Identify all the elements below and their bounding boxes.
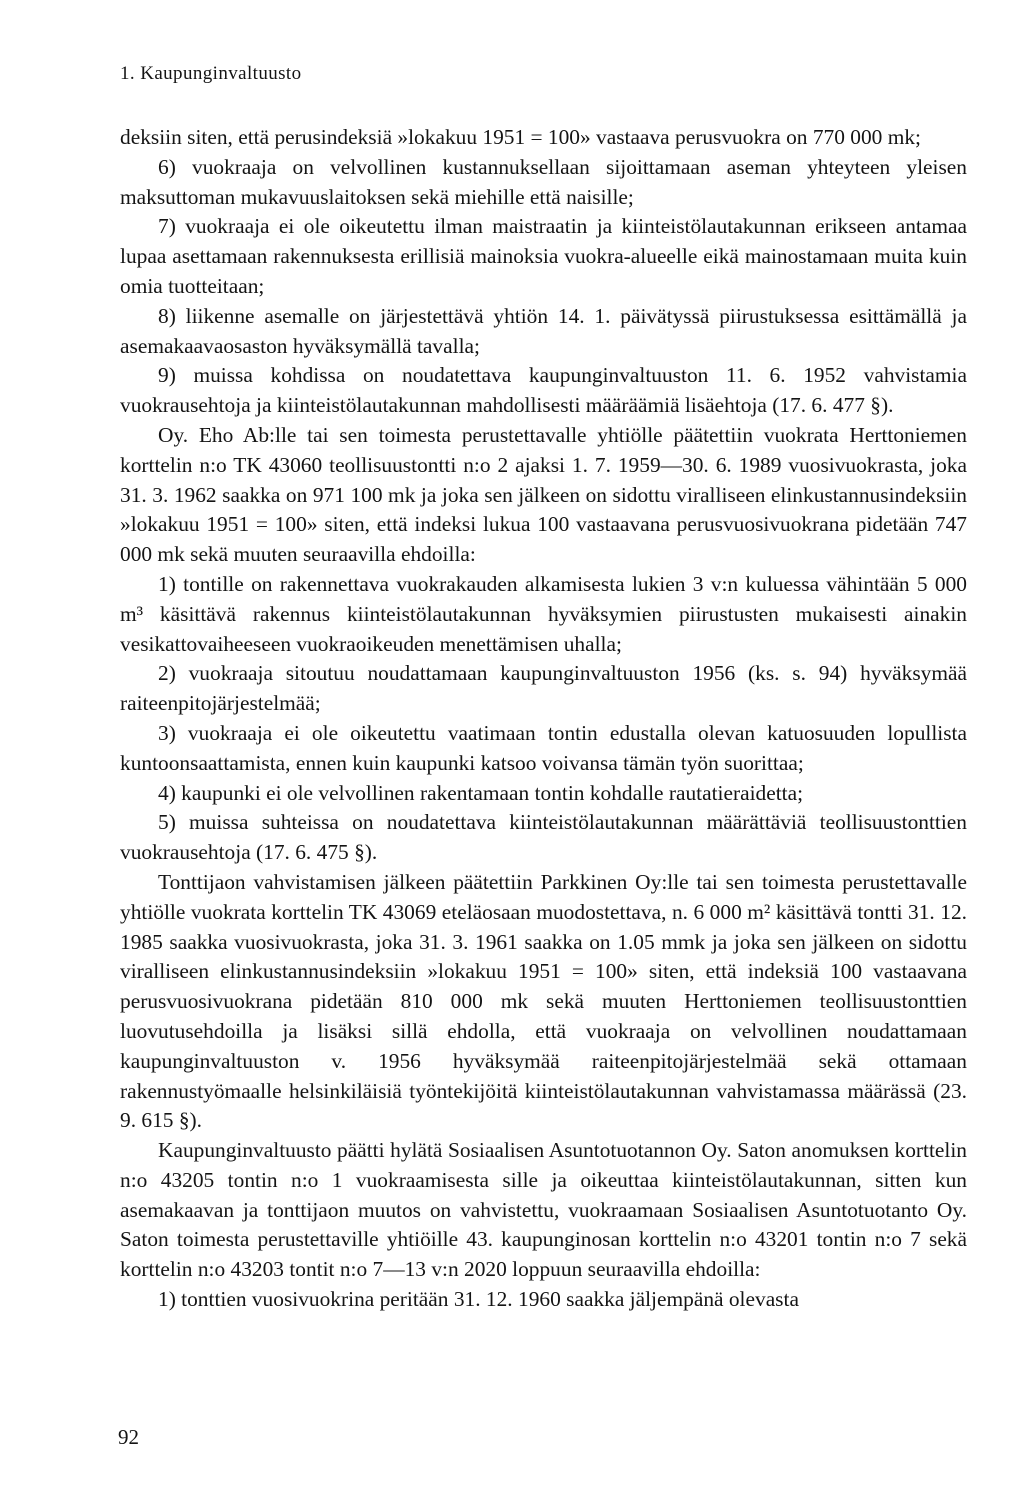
body-text (120, 123, 967, 1315)
paragraph-condition-1: 1) tontille on rakennettava vuokrakauden alkamisesta lukien 3 v:n kuluessa vähintään 5 000 m³ käsittävä rakennus kiinteistölautakunnan hyväksymien piirustusten mukaisesti ainakin vesikattovaiheeseen vuokraoikeuden menettämisen uhalla; (120, 571, 967, 656)
paragraph-eho-lease: Oy. Eho Ab:lle tai sen toimesta perustettavalle yhtiölle päätettiin vuokrata Herttoniemen korttelin n:o TK 43060 teollisuustontti n:o 2 ajaksi 1. 7. 1959—30. 6. 1989 vuosivuokrasta, joka 31. 3. 1962 saakka on 971 100 mk ja joka sen jälkeen on sidottu viralliseen elinkustannusindeksiin »lokakuu 1951 = 100» siten, että indeksi lukua 100 vastaavana perusvuosivuokrana pidetään 747 000 mk sekä muuten seuraavilla ehdoilla: (120, 422, 967, 567)
paragraph-item-6: 6) vuokraaja on velvollinen kustannuksellaan sijoittamaan aseman yhteyteen yleisen maksuttoman mukavuuslaitoksen sekä miehille että naisille; (120, 154, 967, 209)
page-number: 92 (118, 1425, 139, 1449)
paragraph-item-8: 8) liikenne asemalle on järjestettävä yhtiön 14. 1. päivätyssä piirustuksessa esittämällä ja asemakaavaosaston hyväksymällä tavalla; (120, 303, 967, 358)
paragraph-condition-2: 2) vuokraaja sitoutuu noudattamaan kaupunginvaltuuston 1956 (ks. s. 94) hyväksymää raiteenpitojärjestelmää; (120, 661, 967, 716)
paragraph-item-9: 9) muissa kohdissa on noudatettava kaupunginvaltuuston 11. 6. 1952 vahvistamia vuokrausehtoja ja kiinteistölautakunnan mahdollisesti määräämiä lisäehtoja (17. 6. 477 §). (120, 363, 967, 418)
paragraph-parkkinen-lease: Tonttijaon vahvistamisen jälkeen päätettiin Parkkinen Oy:lle tai sen toimesta perustettavalle yhtiölle vuokrata korttelin TK 43069 eteläosaan muodostettava, n. 6 000 m² käsittävä tontti 31. 12. 1985 saakka vuosivuokrasta, joka 31. 3. 1961 saakka on 1.05 mmk ja joka sen jälkeen on sidottu viralliseen elinkustannusindeksiin »lokakuu 1951 = 100» siten, että indeksiä 100 vastaavana perusvuosivuokrana pidetään 810 000 mk sekä muuten Herttoniemen teollisuustonttien luovutusehdoilla ja lisäksi sillä ehdolla, että vuokraaja on velvollinen noudattamaan kaupunginvaltuuston v. 1956 hyväksymää raiteenpitojärjestelmää sekä ottamaan rakennustyömaalle helsinkiläisiä työntekijöitä kiinteistölautakunnan vahvistamassa määrässä (23. 9. 615 §). (120, 869, 967, 1133)
paragraph-condition-5: 5) muissa suhteissa on noudatettava kiinteistölautakunnan määrättäviä teollisuustonttien vuokrausehtoja (17. 6. 475 §). (120, 810, 967, 865)
running-header: 1. Kaupunginvaltuusto (120, 63, 302, 84)
paragraph-condition-3: 3) vuokraaja ei ole oikeutettu vaatimaan tontin edustalla olevan katuosuuden lopullista kuntoonsaattamista, ennen kuin kaupunki katsoo voivansa tämän työn suorittaa; (120, 720, 967, 775)
paragraph-sato-condition-1: 1) tonttien vuosivuokrina peritään 31. 12. 1960 saakka jäljempänä olevasta (158, 1287, 799, 1312)
paragraph-item-7: 7) vuokraaja ei ole oikeutettu ilman maistraatin ja kiinteistölautakunnan erikseen antamaa lupaa asettamaan rakennuksesta erillisiä mainoksia vuokra-alueelle eikä mainostamaan muita kuin omia tuotteitaan; (120, 214, 967, 298)
paragraph-sato-decision: Kaupunginvaltuusto päätti hylätä Sosiaalisen Asuntotuotannon Oy. Saton anomuksen korttelin n:o 43205 tontin n:o 1 vuokraamisesta sille ja oikeuttaa kiinteistölautakunnan, sitten kun asemakaavan ja tonttijaon muutos on vahvistettu, vuokraamaan Sosiaalisen Asuntotuotanto Oy. Saton toimesta perustettaville yhtiöille 43. kaupunginosan korttelin n:o 43201 tontin n:o 7 sekä korttelin n:o 43203 tontit n:o 7—13 v:n 2020 loppuun seuraavilla ehdoilla: (120, 1138, 967, 1282)
paragraph-condition-4: 4) kaupunki ei ole velvollinen rakentamaan tontin kohdalle rautatieraidetta; (158, 780, 804, 805)
paragraph-continuation: deksiin siten, että perusindeksiä »lokakuu 1951 = 100» vastaava perusvuokra on 770 000 mk; (120, 125, 921, 149)
